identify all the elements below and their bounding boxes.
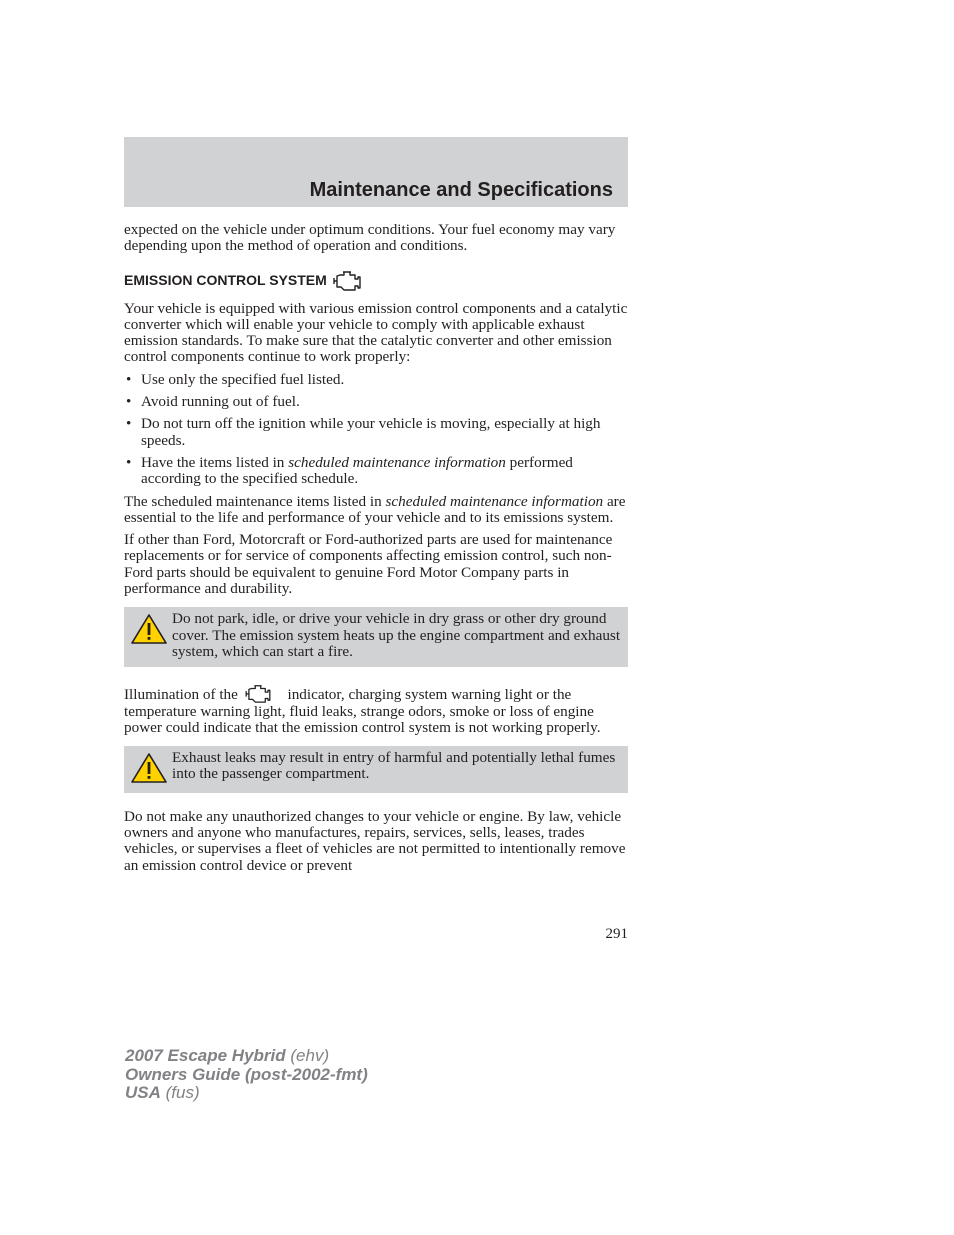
emission-paragraph-1: Your vehicle is equipped with various emission control components and a catalytic converter which will enable your vehicle to comply with applicable exhaust emission standards. To make sure that the catalytic converter and other emission control components continue to work properly: <box>124 299 628 366</box>
warning-triangle-icon <box>130 613 168 645</box>
footer-line-2: Owners Guide (post-2002-fmt) <box>125 1064 368 1084</box>
section-title: Maintenance and Specifications <box>309 179 613 201</box>
scheduled-maintenance-reference: scheduled maintenance information <box>385 492 604 510</box>
warning-box-fire <box>124 607 628 667</box>
engine-icon <box>331 269 363 291</box>
warning-box-exhaust <box>124 746 628 793</box>
list-item: • Have the items listed in scheduled maintenance information performed according to the specified schedule. <box>126 453 573 488</box>
page-number: 291 <box>605 926 628 942</box>
emission-paragraph-2: The scheduled maintenance items listed in scheduled maintenance information are essential to the life and performance of your vehicle and to its emissions system. <box>124 492 626 526</box>
page-content <box>124 222 628 880</box>
emission-paragraph-4: Illumination of the indicator, charging system warning light or the temperature warning light, fluid leaks, strange odors, smoke or loss of engine power could indicate that the emission control system is not working properly. <box>124 683 628 736</box>
section-heading <box>124 269 628 291</box>
warning-triangle-icon <box>130 752 168 784</box>
scheduled-maintenance-reference: scheduled maintenance information <box>288 453 506 471</box>
emission-paragraph-5: Do not make any unauthorized changes to your vehicle or engine. By law, vehicle owners and anyone who manufactures, repairs, services, sells, leases, trades vehicles, or supervises a fleet of vehicles are not permitted to intentionally remove an emission control device or prevent <box>124 807 626 874</box>
intro-paragraph: expected on the vehicle under optimum conditions. Your fuel economy may vary depending upon the method of operation and conditions. <box>124 221 616 255</box>
footer-line-1: 2007 Escape Hybrid (ehv) <box>125 1046 330 1065</box>
footer-line-3: USA (fus) <box>125 1083 200 1102</box>
section-header-band <box>124 137 628 207</box>
warning-text-exhaust: Exhaust leaks may result in entry of harmful and potentially lethal fumes into the passenger compartment. <box>172 749 616 783</box>
emission-bullet-list <box>124 372 628 488</box>
list-item: • Do not turn off the ignition while your vehicle is moving, especially at high speeds. <box>126 415 601 449</box>
emission-paragraph-3: If other than Ford, Motorcraft or Ford-authorized parts are used for maintenance replacements or for service of components affecting emission control, such non-Ford parts should be equivalent to genuine Ford Motor Company parts in performance and durability. <box>124 531 613 598</box>
list-item: • Avoid running out of fuel. <box>126 393 300 411</box>
document-footer <box>125 1047 368 1103</box>
list-item: • Use only the specified fuel listed. <box>126 370 345 388</box>
section-heading-text: EMISSION CONTROL SYSTEM <box>124 271 327 288</box>
engine-icon <box>242 683 274 703</box>
warning-text-fire: Do not park, idle, or drive your vehicle in dry grass or other dry ground cover. The emission system heats up the engine compartment and exhaust system, which can start a fire. <box>172 610 621 660</box>
